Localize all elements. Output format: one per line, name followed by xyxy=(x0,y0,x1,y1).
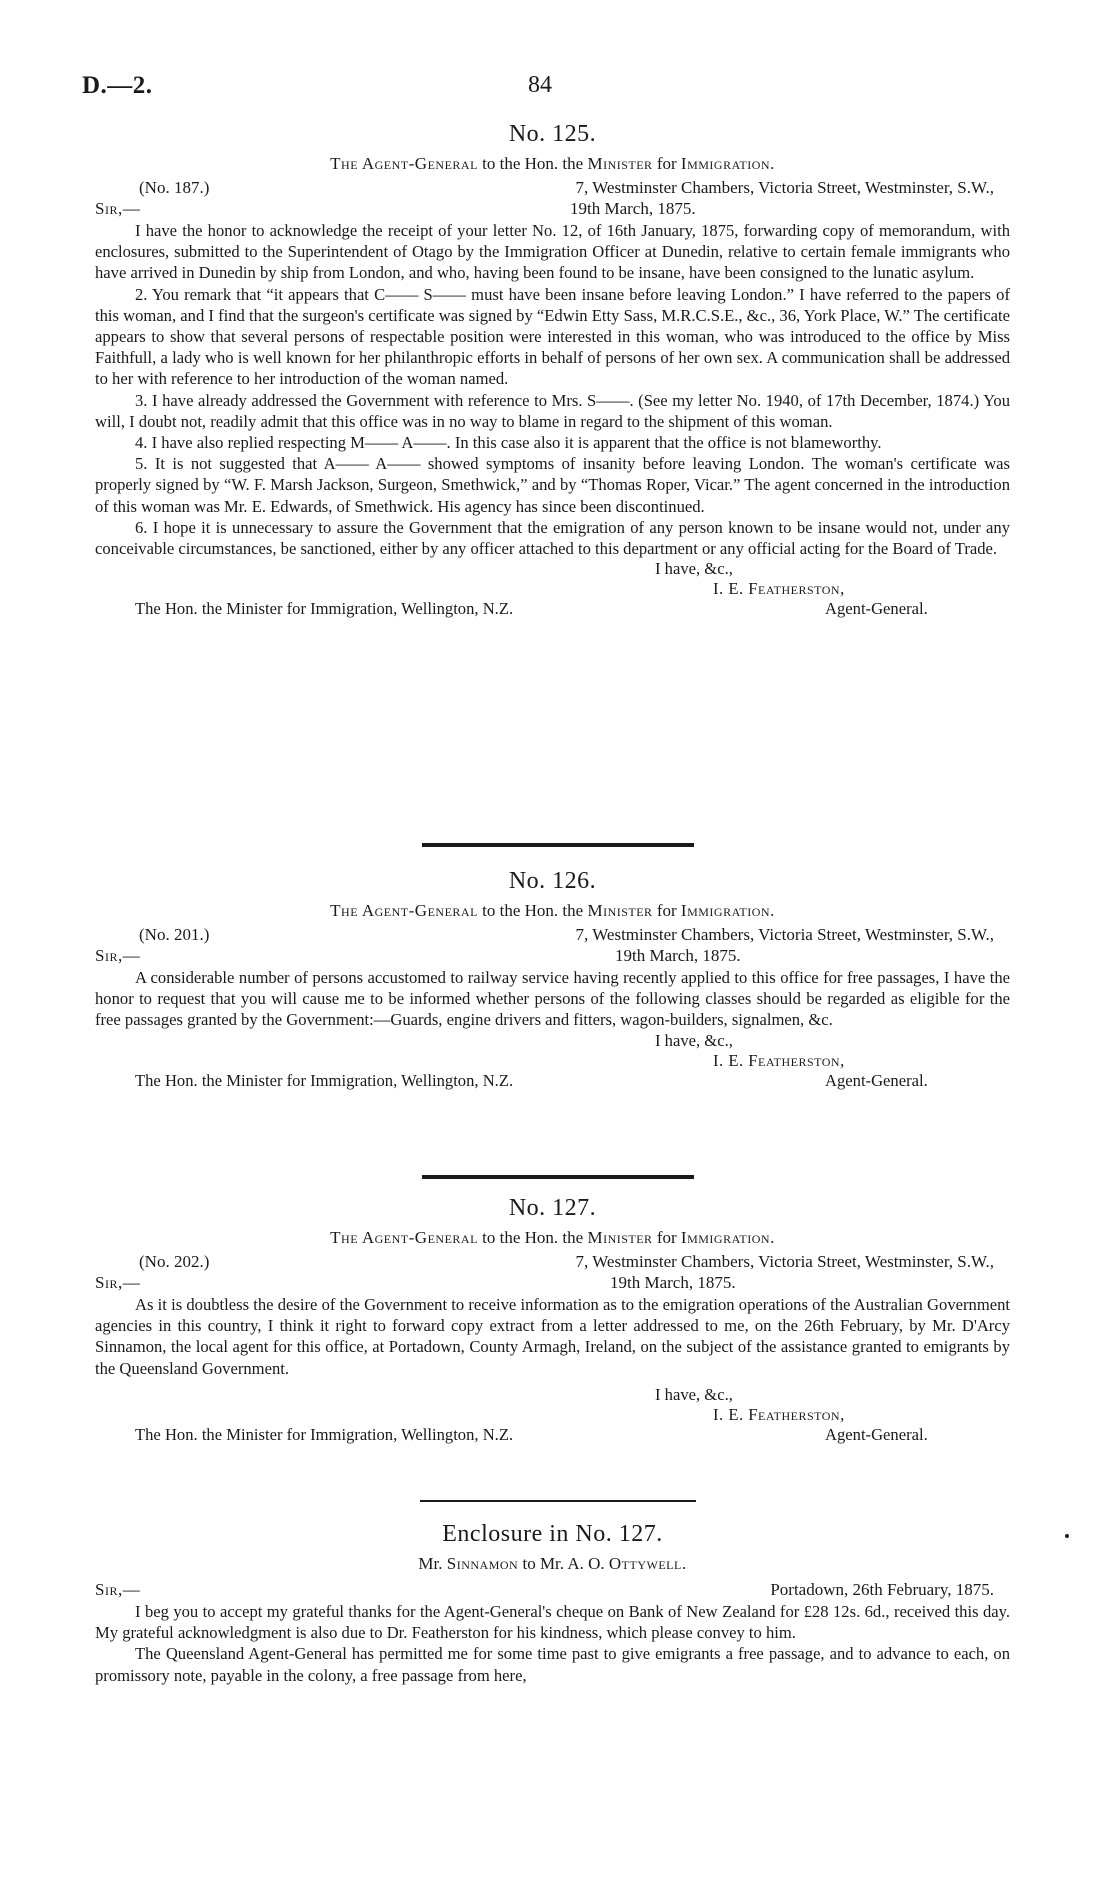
enclosure-127 xyxy=(95,1521,1010,1686)
letter-127 xyxy=(95,1195,1010,1445)
enclosure-divider xyxy=(420,1500,696,1502)
letter-ref: (No. 201.) xyxy=(139,925,210,944)
recipient-row xyxy=(95,1425,1010,1445)
recipient-row xyxy=(95,1071,1010,1091)
enclosure-heading: Enclosure in No. 127. xyxy=(442,1521,663,1547)
signatory-row xyxy=(95,1405,1010,1425)
salutation-date-row xyxy=(95,199,1010,220)
sender-address: 7, Westminster Chambers, Victoria Street, Westminster, S.W., xyxy=(575,1252,994,1271)
ref-address-row xyxy=(95,178,1010,199)
salutation-date-row xyxy=(95,1273,1010,1294)
for-word: for xyxy=(656,154,677,173)
to-prefix: to the Hon. the xyxy=(482,1228,584,1247)
section-divider xyxy=(422,1175,694,1179)
from-label: Sinnamon xyxy=(446,1554,519,1573)
ref-address-row xyxy=(95,925,1010,946)
closing: I have, &c., xyxy=(655,559,733,579)
to-label: Ottywell. xyxy=(608,1554,687,1573)
closing: I have, &c., xyxy=(655,1030,733,1050)
for-word: for xyxy=(656,901,677,920)
dept-label: Immigration. xyxy=(680,1228,775,1247)
closing-row xyxy=(95,559,1010,579)
paragraph: 2. You remark that “it appears that C—— S—— must have been insane before leaving London.” I have referred to the papers of this woman, and I find that the surgeon's certificate was signed by “Edwin Etty Sass, M.R.C.S.E., &c., 36, York Place, W.” The certificate appears to show that several persons of respectable position were interested in this woman, who was introduced to the office by Miss Faithfull, a lady who is well known for her philanthropic efforts in behalf of persons of her own sex. A communication shall be addressed to her with reference to her introduction of the woman named. xyxy=(95,284,1010,389)
page-number: 84 xyxy=(528,72,552,98)
signatory-row xyxy=(95,579,1010,599)
closing-row xyxy=(95,1031,1010,1051)
margin-mark xyxy=(1065,1534,1069,1538)
paragraph: I have the honor to acknowledge the receipt of your letter No. 12, of 16th January, 1875, forwarding copy of memorandum, with enclosures, submitted to the Superintendent of Otago by the Immigration Officer at Dunedin, relative to certain female immigrants who have arrived in Dunedin by ship from London, and who, having been found to be insane, have been consigned to the lunatic asylum. xyxy=(95,221,1010,283)
closing: I have, &c., xyxy=(655,1384,733,1404)
from-prefix: Mr. xyxy=(418,1554,443,1573)
ref-address-row xyxy=(95,1252,1010,1273)
signatory-title: Agent-General. xyxy=(825,1424,928,1444)
recipient: The Hon. the Minister for Immigration, Wellington, N.Z. xyxy=(135,599,514,619)
signatory-title: Agent-General. xyxy=(825,599,928,619)
recipient-row xyxy=(95,599,1010,619)
sender-address: 7, Westminster Chambers, Victoria Street, Westminster, S.W., xyxy=(575,925,994,944)
letter-number: No. 125. xyxy=(508,121,597,147)
sender-address: 7, Westminster Chambers, Victoria Street, Westminster, S.W., xyxy=(575,178,994,197)
paragraph: A considerable number of persons accustomed to railway service having recently applied to this office for free passages, I have the honor to request that you will cause me to be informed whether persons of the following classes should be regarded as eligible for the free passages granted by the Government:—Guards, engine drivers and fitters, wagon-builders, signalmen, &c. xyxy=(95,968,1010,1030)
salutation: Sir,— xyxy=(95,946,141,965)
letter-subtitle xyxy=(95,1228,1010,1248)
letter-subtitle xyxy=(95,154,1010,174)
section-divider xyxy=(422,843,694,847)
paragraph: I beg you to accept my grateful thanks for the Agent-General's cheque on Bank of New Zealand for £28 12s. 6d., received this day. My grateful acknowledgment is also due to Dr. Featherston for his kindness, which please convey to him. xyxy=(95,1602,1010,1643)
salutation: Sir,— xyxy=(95,199,141,218)
letter-subtitle xyxy=(95,901,1010,921)
paragraph: As it is doubtless the desire of the Government to receive information as to the emigration operations of the Australian Government agencies in this country, I think it right to forward copy extract from a letter addressed to me, on the 26th February, by Mr. D'Arcy Sinnamon, the local agent for this office, at Portadown, County Armagh, Ireland, on the subject of the assistance granted to emigrants by the Queensland Government. xyxy=(95,1295,1010,1378)
enclosure-subtitle xyxy=(95,1554,1010,1574)
dept-label: Immigration. xyxy=(680,901,775,920)
closing-row xyxy=(95,1385,1010,1405)
letter-ref: (No. 202.) xyxy=(139,1252,210,1271)
to-prefix: to the Hon. the xyxy=(482,154,584,173)
letter-ref: (No. 187.) xyxy=(139,178,210,197)
signatory: I. E. Featherston, xyxy=(713,1404,845,1424)
letter-number: No. 127. xyxy=(508,1195,597,1221)
to-label: Minister xyxy=(587,901,653,920)
dept-label: Immigration. xyxy=(680,154,775,173)
paragraph: 4. I have also replied respecting M—— A——. In this case also it is apparent that the office is not blameworthy. xyxy=(135,433,882,453)
recipient: The Hon. the Minister for Immigration, Wellington, N.Z. xyxy=(135,1070,514,1090)
letter-number: No. 126. xyxy=(508,868,597,894)
to-prefix: to the Hon. the xyxy=(482,901,584,920)
from-label: The Agent-General xyxy=(330,1228,478,1247)
signatory-title: Agent-General. xyxy=(825,1070,928,1090)
letter-date: 19th March, 1875. xyxy=(615,946,741,965)
series-label: D.—2. xyxy=(82,72,153,99)
from-label: The Agent-General xyxy=(330,154,478,173)
salutation-date-row xyxy=(95,946,1010,967)
salutation: Sir,— xyxy=(95,1580,141,1599)
from-label: The Agent-General xyxy=(330,901,478,920)
letter-date: 19th March, 1875. xyxy=(610,1273,736,1292)
to-label: Minister xyxy=(587,1228,653,1247)
paragraph: The Queensland Agent-General has permitted me for some time past to give emigrants a free passage, and to advance to each, on promissory note, payable in the colony, a free passage from here, xyxy=(95,1644,1010,1685)
salutation: Sir,— xyxy=(95,1273,141,1292)
paragraph: 5. It is not suggested that A—— A—— showed symptoms of insanity before leaving London. The woman's certificate was properly signed by “W. F. Marsh Jackson, Surgeon, Smethwick,” and by “Thomas Roper, Vicar.” The agent concerned in the introduction of this woman was Mr. E. Edwards, of Smethwick. His agency has since been discontinued. xyxy=(95,454,1010,516)
signatory-row xyxy=(95,1051,1010,1071)
to-prefix: to Mr. A. O. xyxy=(522,1554,605,1573)
letter-125 xyxy=(95,121,1010,619)
recipient: The Hon. the Minister for Immigration, Wellington, N.Z. xyxy=(135,1424,514,1444)
place-date: Portadown, 26th February, 1875. xyxy=(770,1580,994,1599)
salutation-date-row xyxy=(95,1580,1010,1601)
letter-date: 19th March, 1875. xyxy=(570,199,696,218)
paragraph: 3. I have already addressed the Government with reference to Mrs. S——. (See my letter No. 1940, of 17th December, 1874.) You will, I doubt not, readily admit that this office was in no way to blame in regard to the shipment of this woman. xyxy=(95,390,1010,431)
signatory: I. E. Featherston, xyxy=(713,1050,845,1070)
signatory: I. E. Featherston, xyxy=(713,579,845,599)
to-label: Minister xyxy=(587,154,653,173)
letter-126 xyxy=(95,868,1010,1091)
paragraph: 6. I hope it is unnecessary to assure the Government that the emigration of any person known to be insane would not, under any conceivable circumstances, be sanctioned, either by any officer attached to this department or any official acting for the Board of Trade. xyxy=(95,517,1010,559)
for-word: for xyxy=(656,1228,677,1247)
